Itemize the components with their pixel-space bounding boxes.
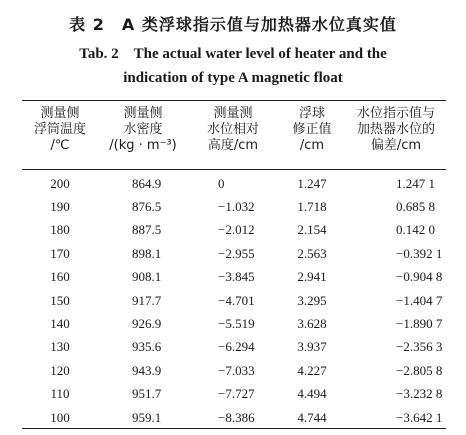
- column-header-relative-height: 测量测 水位相对 高度/cm: [206, 106, 259, 153]
- table-top-rule: [22, 100, 446, 101]
- cell-density: 951.7: [132, 386, 162, 402]
- cell-float-correction: 2.941: [297, 269, 327, 285]
- column-header-float-correction: 浮球 修正值 /cm: [292, 106, 332, 153]
- cell-temperature: 170: [50, 245, 70, 261]
- cell-temperature: 160: [50, 269, 70, 285]
- cell-density: 926.9: [132, 316, 162, 332]
- cell-deviation: −3.232 8: [396, 386, 443, 402]
- cell-relative-height: −7.727: [218, 386, 255, 402]
- cell-deviation: −2.356 3: [396, 339, 443, 355]
- cell-deviation: −0.904 8: [396, 269, 443, 285]
- cell-relative-height: −2.955: [218, 245, 255, 261]
- table-row: [22, 242, 446, 265]
- cell-deviation: −1.890 7: [396, 316, 443, 332]
- cell-density: 876.5: [132, 199, 162, 215]
- cell-density: 864.9: [132, 175, 162, 191]
- table-caption-english-line2: indication of type A magnetic float: [123, 70, 343, 86]
- cell-relative-height: 0: [218, 175, 225, 191]
- cell-float-correction: 4.494: [297, 386, 327, 402]
- table-row: [22, 406, 446, 429]
- cell-temperature: 100: [50, 409, 70, 425]
- cell-density: 887.5: [132, 222, 162, 238]
- cell-relative-height: −1.032: [218, 199, 255, 215]
- table-caption-chinese: 表 2 A 类浮球指示值与加热器水位真实值: [69, 15, 397, 34]
- cell-float-correction: 3.628: [297, 316, 327, 332]
- table-row: [22, 289, 446, 312]
- cell-float-correction: 4.744: [297, 409, 327, 425]
- table-row: [22, 195, 446, 218]
- cell-density: 917.7: [132, 292, 162, 308]
- cell-float-correction: 3.937: [297, 339, 327, 355]
- table-row: [22, 336, 446, 359]
- cell-relative-height: −8.386: [218, 409, 255, 425]
- cell-temperature: 200: [50, 175, 70, 191]
- cell-relative-height: −5.519: [218, 316, 255, 332]
- table-caption-english-line1: Tab. 2 The actual water level of heater and the: [79, 46, 387, 62]
- cell-deviation: −2.805 8: [396, 362, 443, 378]
- cell-deviation: 1.247 1: [396, 175, 435, 191]
- cell-float-correction: 1.247: [297, 175, 327, 191]
- cell-density: 959.1: [132, 409, 162, 425]
- cell-float-correction: 4.227: [297, 362, 327, 378]
- cell-relative-height: −6.294: [218, 339, 255, 355]
- table-header-row: [22, 104, 446, 168]
- table-row: [22, 383, 446, 406]
- water-level-table: [22, 104, 446, 429]
- cell-density: 943.9: [132, 362, 162, 378]
- cell-relative-height: −7.033: [218, 362, 255, 378]
- cell-temperature: 180: [50, 222, 70, 238]
- column-header-deviation: 水位指示值与 加热器水位的 偏差/cm: [356, 106, 435, 153]
- column-header-density: 测量侧 水密度 /(kg · m⁻³): [109, 106, 177, 153]
- cell-temperature: 140: [50, 316, 70, 332]
- cell-relative-height: −4.701: [218, 292, 255, 308]
- cell-temperature: 150: [50, 292, 70, 308]
- cell-float-correction: 1.718: [297, 199, 327, 215]
- cell-temperature: 190: [50, 199, 70, 215]
- cell-temperature: 130: [50, 339, 70, 355]
- table-row: [22, 219, 446, 242]
- cell-relative-height: −3.845: [218, 269, 255, 285]
- cell-density: 898.1: [132, 245, 162, 261]
- table-row: [22, 312, 446, 335]
- cell-temperature: 120: [50, 362, 70, 378]
- table-row: [22, 168, 446, 195]
- cell-float-correction: 2.563: [297, 245, 327, 261]
- cell-float-correction: 3.295: [297, 292, 327, 308]
- cell-relative-height: −2.012: [218, 222, 255, 238]
- table-row: [22, 266, 446, 289]
- cell-deviation: 0.142 0: [396, 222, 435, 238]
- cell-float-correction: 2.154: [297, 222, 327, 238]
- cell-deviation: 0.685 8: [396, 199, 435, 215]
- column-header-temperature: 测量侧 浮筒温度 /℃: [33, 106, 86, 153]
- cell-deviation: −0.392 1: [396, 245, 443, 261]
- cell-deviation: −3.642 1: [396, 409, 443, 425]
- cell-deviation: −1.404 7: [396, 292, 443, 308]
- cell-temperature: 110: [50, 386, 70, 402]
- table-row: [22, 359, 446, 382]
- cell-density: 908.1: [132, 269, 162, 285]
- cell-density: 935.6: [132, 339, 162, 355]
